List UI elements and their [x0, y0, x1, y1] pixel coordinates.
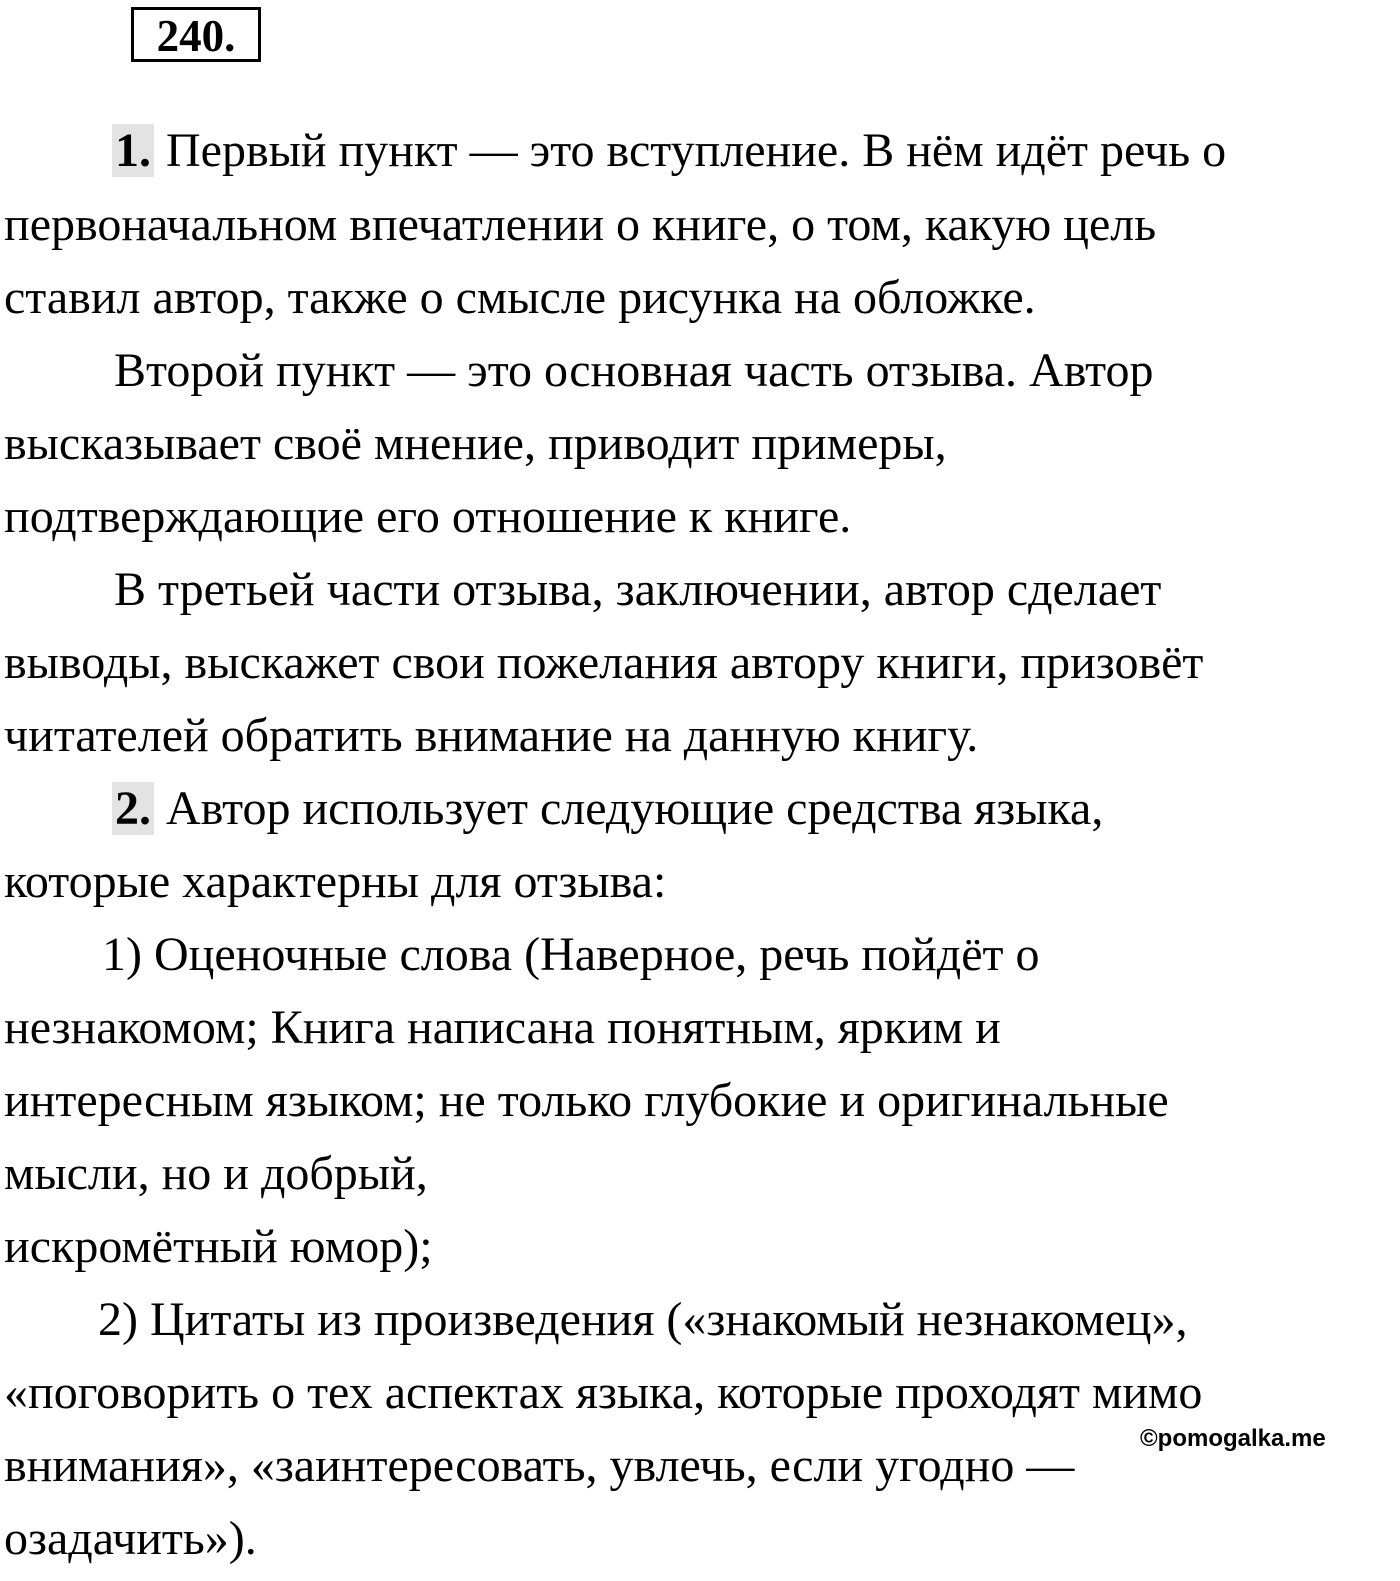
- sub2-line-3: внимания», «заинтересовать, увлечь, если угодно —: [4, 1439, 1075, 1492]
- paragraph3-line-2: выводы, выскажет свои пожелания автору книги, призовёт: [4, 636, 1204, 689]
- exercise-number-dot: .: [224, 11, 236, 61]
- paragraph3-line-3: читателей обратить внимание на данную книгу.: [4, 709, 979, 762]
- point2-line-1: [112, 780, 1103, 838]
- point1-label: 1.: [112, 124, 154, 177]
- paragraph2-line-3: подтверждающие его отношение к книге.: [4, 490, 852, 543]
- exercise-number: 240: [156, 11, 225, 61]
- point2-text-1: Автор использует следующие средства языка,: [166, 782, 1104, 835]
- sub2-line-1: 2) Цитаты из произведения («знакомый незнакомец»,: [98, 1293, 1188, 1346]
- watermark: ©pomogalka.me: [1140, 1425, 1326, 1452]
- point1-line-3: ставил автор, также о смысле рисунка на обложке.: [4, 271, 1036, 324]
- paragraph3-line-1: В третьей части отзыва, заключении, автор сделает: [114, 563, 1162, 616]
- point1-text-1: Первый пункт — это вступление. В нём идёт речь о: [166, 124, 1227, 177]
- paragraph2-line-2: высказывает своё мнение, приводит примеры,: [4, 417, 947, 470]
- point2-line-2: которые характерны для отзыва:: [4, 855, 667, 908]
- sub1-line-2: незнакомом; Книга написана понятным, ярким и: [4, 1001, 1001, 1054]
- sub1-line-1: 1) Оценочные слова (Наверное, речь пойдёт о: [102, 928, 1040, 981]
- sub1-line-5: искромётный юмор);: [4, 1220, 433, 1273]
- point1-line-1: [112, 122, 1226, 180]
- exercise-number-box: [131, 7, 261, 62]
- sub1-line-4: мысли, но и добрый,: [4, 1147, 428, 1200]
- sub2-line-4: озадачить»).: [4, 1512, 257, 1565]
- sub2-line-2: «поговорить о тех аспектах языка, которые проходят мимо: [4, 1366, 1203, 1419]
- sub1-line-3: интересным языком; не только глубокие и оригинальные: [4, 1074, 1169, 1127]
- paragraph2-line-1: Второй пункт — это основная часть отзыва. Автор: [114, 344, 1154, 397]
- point2-label: 2.: [112, 782, 154, 835]
- point1-line-2: первоначальном впечатлении о книге, о том, какую цель: [4, 198, 1157, 251]
